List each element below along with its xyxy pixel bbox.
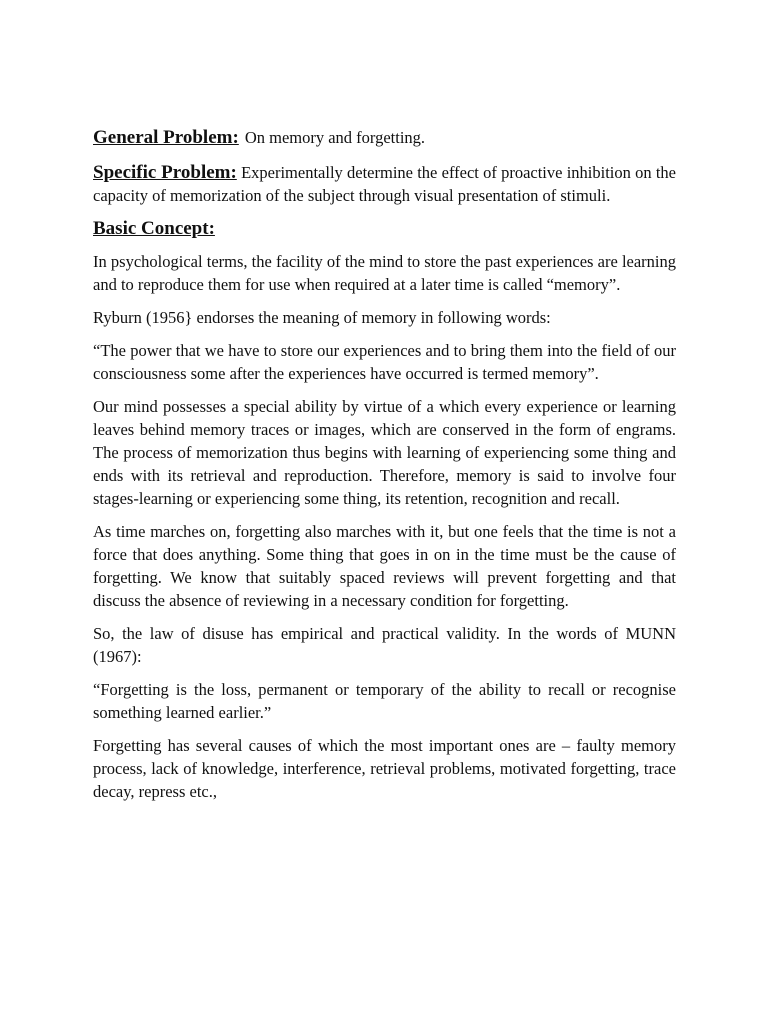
paragraph-forgetting-causes: Forgetting has several causes of which the most important ones are – faulty memory process, lack of knowledge, interference, retrieval problems, motivated forgetting, trace decay, repress etc., [93,736,676,801]
paragraph-memory-stages: Our mind possesses a special ability by virtue of a which every experience or learning leaves behind memory traces or images, which are conserved in the form of engrams. The process of memorization thus begins with learning of experiencing some thing and ends with its retrieval and reproduction. Therefore, memory is said to involve four stages-learning or experiencing some thing, its retention, recognition and recall. [93,397,676,508]
basic-concept-heading: Basic Concept: [93,218,215,239]
paragraph-ryburn-quote: “The power that we have to store our experiences and to bring them into the field of our consciousness some after the experiences have occurred is termed memory”. [93,341,676,383]
basic-concept-line [93,217,676,240]
document-body [93,126,676,813]
paragraph-ryburn-intro: Ryburn (1956} endorses the meaning of memory in following words: [93,308,551,327]
paragraph-memory-definition: In psychological terms, the facility of the mind to store the past experiences are learning and to reproduce them for use when required at a later time is called “memory”. [93,252,676,294]
paragraph-forgetting-time: As time marches on, forgetting also marches with it, but one feels that the time is not a force that does anything. Some thing that goes in on in the time must be the cause of forgetting. We know that suitably spaced reviews will prevent forgetting and that discuss the absence of reviewing in a necessary condition for forgetting. [93,522,676,610]
general-problem-line [93,126,676,149]
general-problem-heading: General Problem: [93,127,239,148]
general-problem-text: On memory and forgetting. [244,128,426,147]
paragraph-munn-quote: “Forgetting is the loss, permanent or temporary of the ability to recall or recognise something learned earlier.” [93,680,676,722]
specific-problem-paragraph [93,161,676,207]
paragraph-law-of-disuse: So, the law of disuse has empirical and practical validity. In the words of MUNN (1967): [93,624,676,666]
specific-problem-heading: Specific Problem: [93,162,237,183]
specific-problem-text: Experimentally determine the effect of proactive inhibition on the capacity of memorization of the subject through visual presentation of stimuli. [93,163,677,205]
